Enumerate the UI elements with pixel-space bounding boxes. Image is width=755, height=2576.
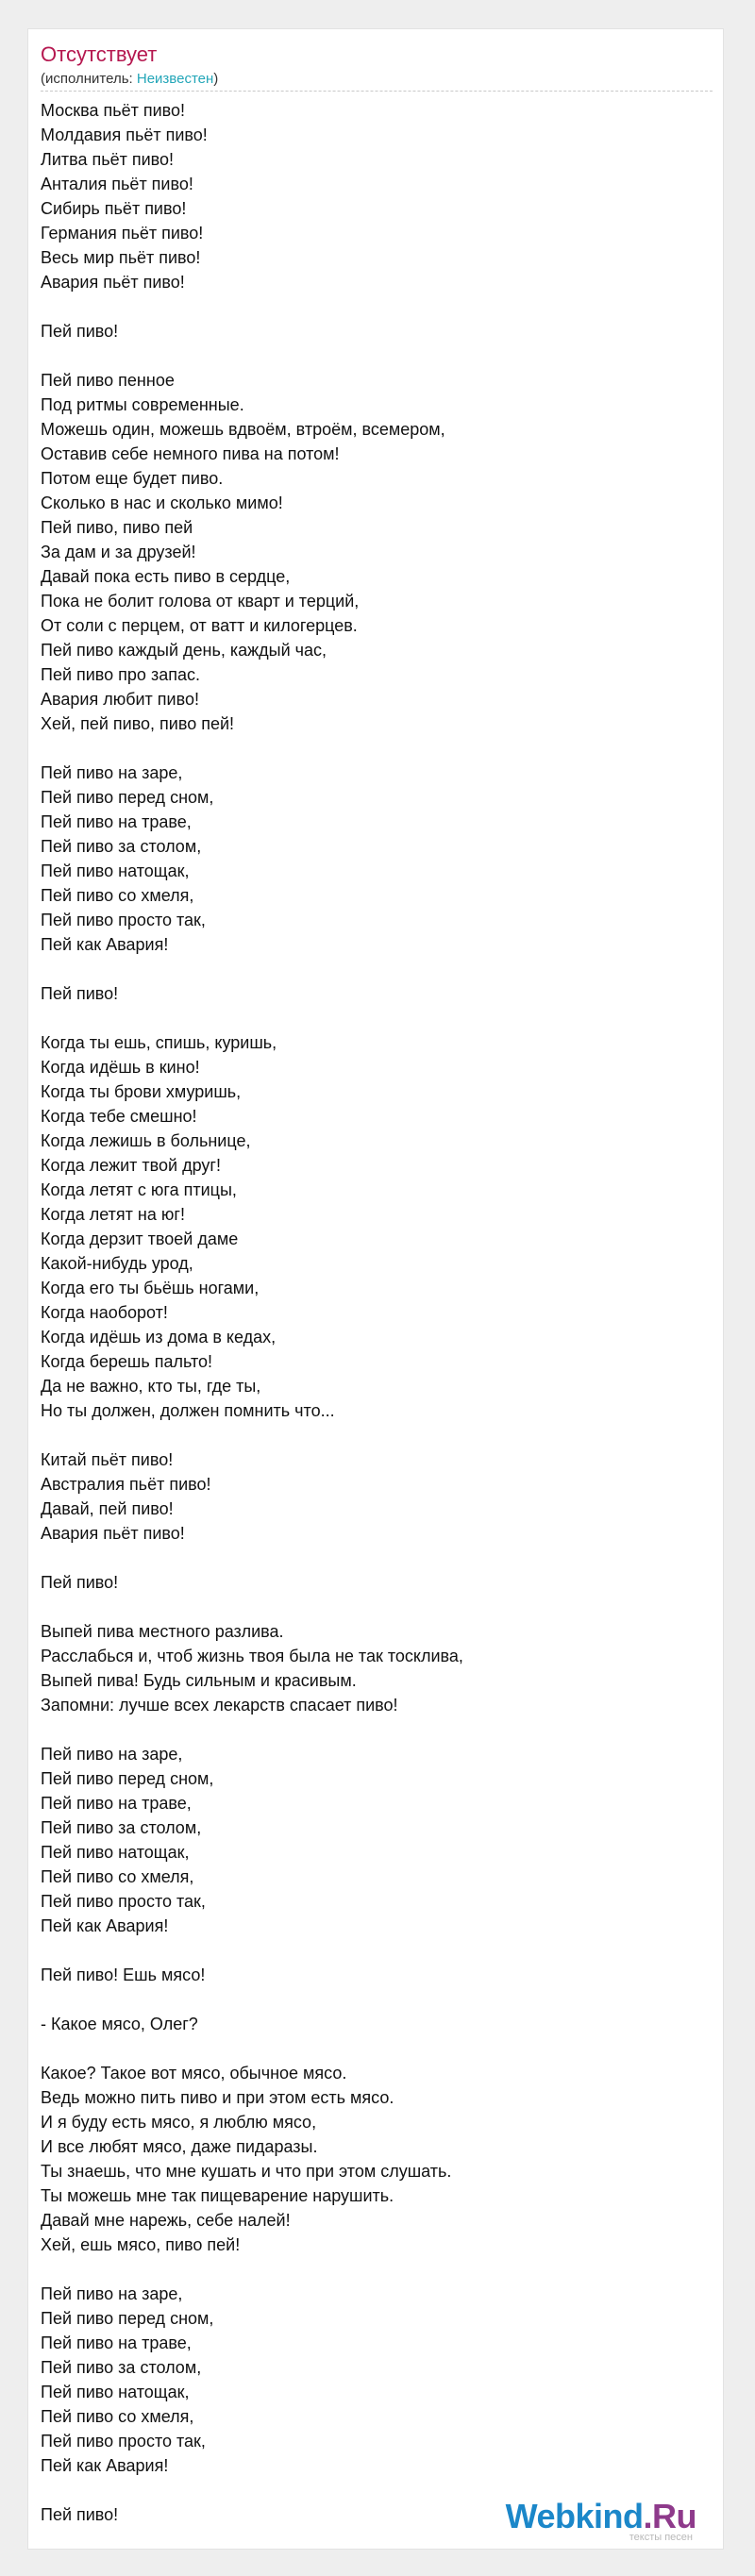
lyric-line: Выпей пива! Будь сильным и красивым.	[41, 1671, 357, 1690]
artist-line	[41, 70, 218, 89]
lyric-line: Пей пиво за столом,	[41, 1818, 202, 1837]
lyric-line: Пей пиво на траве,	[41, 1794, 192, 1813]
lyric-line: Пей пиво на заре,	[41, 1745, 183, 1764]
lyric-line: Давай мне нарежь, себе налей!	[41, 2211, 291, 2230]
lyric-line: Сибирь пьёт пиво!	[41, 199, 187, 218]
lyric-line: Давай пока есть пиво в сердце,	[41, 567, 291, 586]
lyric-line: Пей пиво каждый день, каждый час,	[41, 641, 327, 660]
lyric-line: Когда берешь пальто!	[41, 1352, 213, 1371]
lyric-blank-line	[41, 343, 701, 368]
lyric-line: - Какое мясо, Олег?	[41, 2015, 198, 2033]
lyric-line: Пей пиво про запас.	[41, 665, 200, 684]
lyric-line: Пей пиво натощак,	[41, 2383, 190, 2401]
lyric-line: Пей пиво, пиво пей	[41, 518, 193, 537]
lyric-line: Пей пиво перед сном,	[41, 788, 214, 807]
lyric-line: Сколько в нас и сколько мимо!	[41, 493, 283, 512]
lyric-line: Пей пиво!	[41, 322, 119, 341]
lyric-line: Пей пиво просто так,	[41, 1892, 206, 1911]
lyric-line: Пей пиво со хмеля,	[41, 2407, 194, 2426]
lyric-line: Анталия пьёт пиво!	[41, 175, 193, 193]
lyric-line: Пей пиво перед сном,	[41, 2309, 214, 2328]
lyric-line: Пей пиво на заре,	[41, 2284, 183, 2303]
lyric-line: Оставив себе немного пива на потом!	[41, 444, 340, 463]
lyric-blank-line	[41, 1717, 701, 1742]
lyric-line: Под ритмы современные.	[41, 395, 244, 414]
lyrics-text	[41, 98, 701, 2527]
lyric-line: Когда наоборот!	[41, 1303, 168, 1322]
lyric-line: Москва пьёт пиво!	[41, 101, 186, 120]
lyric-blank-line	[41, 1006, 701, 1030]
lyric-line: Ты знаешь, что мне кушать и что при этом слушать.	[41, 2162, 452, 2181]
lyric-line: Пей пиво!	[41, 1573, 119, 1592]
lyric-line: Авария любит пиво!	[41, 690, 199, 709]
lyric-line: Пей пиво за столом,	[41, 837, 202, 856]
lyric-line: Хей, пей пиво, пиво пей!	[41, 714, 235, 733]
lyric-line: Но ты должен, должен помнить что...	[41, 1401, 335, 1420]
lyric-line: Пей пиво перед сном,	[41, 1769, 214, 1788]
lyric-line: Пей пиво натощак,	[41, 1843, 190, 1862]
lyric-line: Давай, пей пиво!	[41, 1499, 174, 1518]
lyric-line: Авария пьёт пиво!	[41, 273, 185, 292]
lyric-line: Пей как Авария!	[41, 2456, 169, 2475]
lyric-line: Пей пиво со хмеля,	[41, 886, 194, 905]
lyric-line: Когда ты ешь, спишь, куришь,	[41, 1033, 277, 1052]
lyric-line: Когда летят на юг!	[41, 1205, 185, 1224]
lyric-line: Пей пиво на траве,	[41, 2333, 192, 2352]
lyric-line: Потом еще будет пиво.	[41, 469, 224, 488]
lyric-line: Когда тебе смешно!	[41, 1107, 197, 1126]
lyric-line: От соли с перцем, от ватт и килогерцев.	[41, 616, 358, 635]
lyric-line: Когда лежит твой друг!	[41, 1156, 221, 1175]
logo-suffix-text: .Ru	[643, 2497, 696, 2535]
lyric-line: Пей пиво на траве,	[41, 812, 192, 831]
lyric-line: Австралия пьёт пиво!	[41, 1475, 211, 1494]
lyric-line: Ведь можно пить пиво и при этом есть мясо.	[41, 2088, 394, 2107]
lyric-line: Запомни: лучше всех лекарств спасает пиво!	[41, 1696, 398, 1715]
lyric-line: За дам и за друзей!	[41, 543, 196, 561]
lyric-line: Когда его ты бьёшь ногами,	[41, 1279, 260, 1297]
lyric-line: Весь мир пьёт пиво!	[41, 248, 201, 267]
lyric-line: И все любят мясо, даже пидаразы.	[41, 2137, 318, 2156]
lyric-line: Китай пьёт пиво!	[41, 1450, 174, 1469]
logo-tagline: тексты песен	[629, 2532, 693, 2543]
lyric-line: Пей пиво со хмеля,	[41, 1867, 194, 1886]
lyric-line: Пей пиво!	[41, 2505, 119, 2524]
song-title: Отсутствует	[41, 42, 158, 66]
artist-prefix: (исполнитель:	[41, 71, 137, 87]
lyric-line: Пей пиво!	[41, 984, 119, 1003]
lyric-line: Пей пиво просто так,	[41, 2432, 206, 2451]
lyric-line: Молдавия пьёт пиво!	[41, 125, 208, 144]
lyric-blank-line	[41, 2036, 701, 2061]
lyric-blank-line	[41, 957, 701, 981]
lyric-blank-line	[41, 294, 701, 319]
logo-main-text: Webkind	[505, 2497, 644, 2535]
lyric-line: Какое? Такое вот мясо, обычное мясо.	[41, 2064, 347, 2083]
lyric-blank-line	[41, 1938, 701, 1963]
lyric-blank-line	[41, 736, 701, 761]
lyric-line: Можешь один, можешь вдвоём, втроём, всемером,	[41, 420, 445, 439]
lyric-line: Когда ты брови хмуришь,	[41, 1082, 242, 1101]
artist-link[interactable]: Неизвестен	[136, 71, 214, 87]
lyric-line: Пей пиво на заре,	[41, 763, 183, 782]
lyric-line: Какой-нибудь урод,	[41, 1254, 193, 1273]
site-logo[interactable]	[506, 2499, 696, 2543]
logo-wordmark	[506, 2499, 696, 2534]
lyric-line: Когда летят с юга птицы,	[41, 1180, 237, 1199]
lyric-line: Ты можешь мне так пищеварение нарушить.	[41, 2186, 394, 2205]
lyric-blank-line	[41, 1987, 701, 2012]
lyric-line: Пей пиво просто так,	[41, 911, 206, 929]
lyric-line: Пей пиво натощак,	[41, 861, 190, 880]
lyric-line: Когда идёшь в кино!	[41, 1058, 200, 1077]
lyric-blank-line	[41, 2257, 701, 2282]
lyric-line: Когда дерзит твоей даме	[41, 1229, 239, 1248]
lyric-blank-line	[41, 1595, 701, 1619]
lyric-line: Когда идёшь из дома в кедах,	[41, 1328, 277, 1347]
lyric-line: Пей как Авария!	[41, 935, 169, 954]
lyric-line: Пей пиво пенное	[41, 371, 175, 390]
lyrics-card	[27, 28, 724, 2550]
header-divider	[41, 91, 713, 92]
lyric-line: Хей, ешь мясо, пиво пей!	[41, 2235, 241, 2254]
lyric-line: Пей как Авария!	[41, 1916, 169, 1935]
lyric-line: Пока не болит голова от кварт и терций,	[41, 592, 360, 611]
artist-suffix: )	[213, 71, 219, 87]
lyric-line: Когда лежишь в больнице,	[41, 1131, 251, 1150]
lyric-blank-line	[41, 1546, 701, 1570]
lyric-line: Авария пьёт пиво!	[41, 1524, 185, 1543]
lyric-line: Литва пьёт пиво!	[41, 150, 175, 169]
lyric-line: Пей пиво! Ешь мясо!	[41, 1965, 206, 1984]
lyric-line: И я буду есть мясо, я люблю мясо,	[41, 2113, 317, 2132]
lyric-line: Расслабься и, чтоб жизнь твоя была не так тосклива,	[41, 1647, 463, 1665]
lyric-blank-line	[41, 1423, 701, 1447]
lyric-line: Выпей пива местного разлива.	[41, 1622, 284, 1641]
lyric-line: Германия пьёт пиво!	[41, 224, 204, 243]
lyric-line: Пей пиво за столом,	[41, 2358, 202, 2377]
lyric-line: Да не важно, кто ты, где ты,	[41, 1377, 261, 1396]
